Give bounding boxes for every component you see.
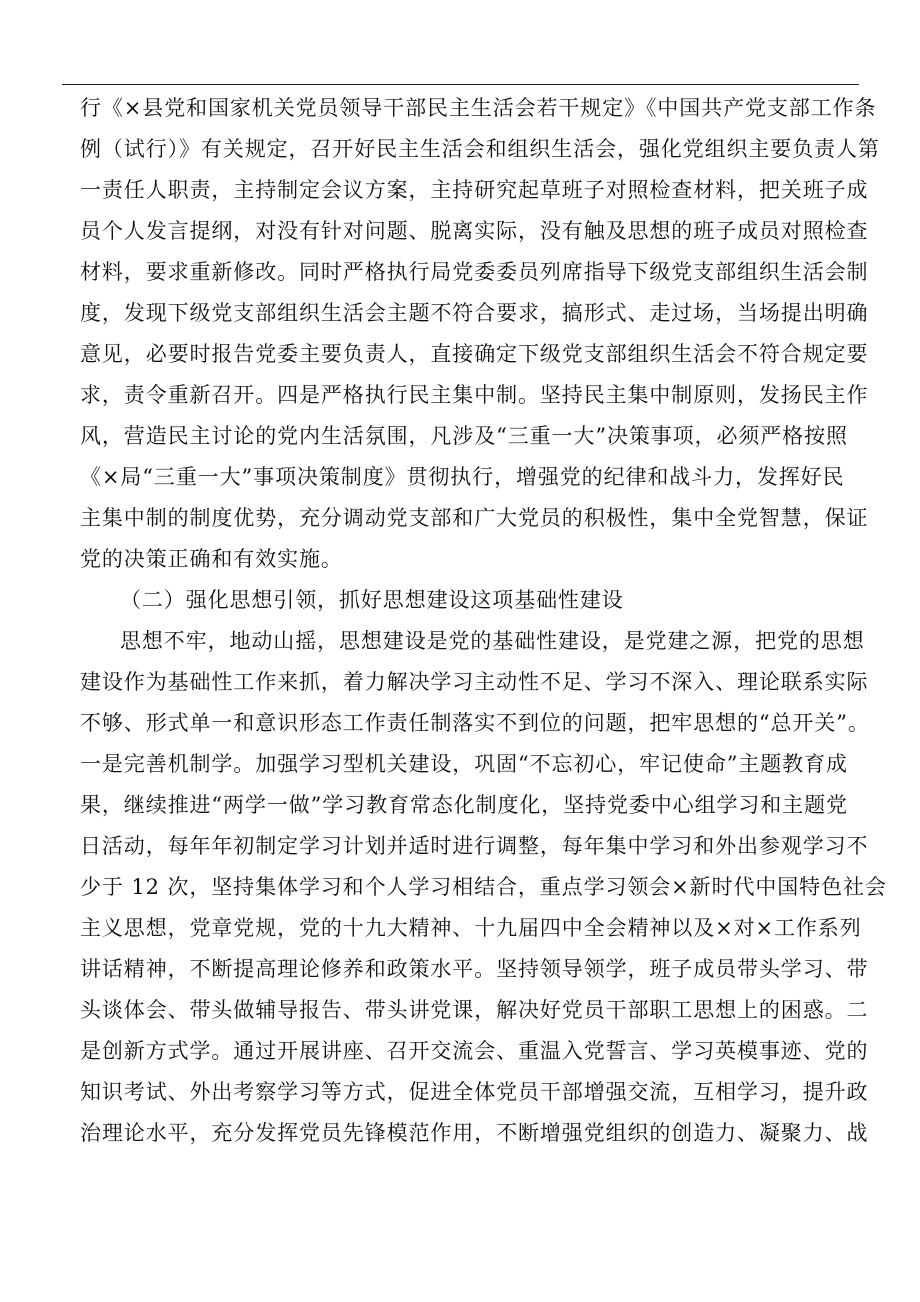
text-line: 知识考试、外出考察学习等方式，促进全体党员干部增强交流，互相学习，提升政 bbox=[80, 1080, 869, 1104]
text-line: 意见，必要时报告党委主要负责人，直接确定下级党支部组织生活会不符合规定要 bbox=[80, 342, 869, 366]
text-line: 一责任人职责，主持制定会议方案，主持研究起草班子对照检查材料，把关班子成 bbox=[80, 178, 869, 202]
text-line: 少于 12 次，坚持集体学习和个人学习相结合，重点学习领会×新时代中国特色社会 bbox=[80, 875, 887, 899]
text-line: 主集中制的制度优势，充分调动党支部和广大党员的积极性，集中全党智慧，保证 bbox=[80, 506, 869, 530]
text-line: 一是完善机制学。加强学习型机关建设，巩固“不忘初心，牢记使命”主题教育成 bbox=[80, 752, 848, 776]
header-divider bbox=[62, 84, 859, 85]
text-line: 求，责令重新召开。四是严格执行民主集中制。坚持民主集中制原则，发扬民主作 bbox=[80, 383, 869, 407]
text-line: 日活动，每年年初制定学习计划并适时进行调整，每年集中学习和外出参观学习不 bbox=[80, 834, 869, 858]
text-line: 度，发现下级党支部组织生活会主题不符合要求，搞形式、走过场，当场提出明确 bbox=[80, 301, 869, 325]
text-line: 思想不牢，地动山摇，思想建设是党的基础性建设，是党建之源，把党的思想 bbox=[120, 629, 865, 653]
text-line: 行《×县党和国家机关党员领导干部民主生活会若干规定》《中国共产党支部工作条 bbox=[80, 96, 877, 120]
text-line: 讲话精神，不断提高理论修养和政策水平。坚持领导领学，班子成员带头学习、带 bbox=[80, 957, 869, 981]
text-line: 果，继续推进“两学一做”学习教育常态化制度化，坚持党委中心组学习和主题党 bbox=[80, 793, 848, 817]
text-line: 治理论水平，充分发挥党员先锋模范作用，不断增强党组织的创造力、凝聚力、战 bbox=[80, 1121, 869, 1145]
text-line: 材料，要求重新修改。同时严格执行局党委委员列席指导下级党支部组织生活会制 bbox=[80, 260, 869, 284]
text-line: 是创新方式学。通过开展讲座、召开交流会、重温入党誓言、学习英模事迹、党的 bbox=[80, 1039, 869, 1063]
text-line: 建设作为基础性工作来抓，着力解决学习主动性不足、学习不深入、理论联系实际 bbox=[80, 670, 869, 694]
text-line: 例（试行）》有关规定，召开好民主生活会和组织生活会，强化党组织主要负责人第 bbox=[80, 137, 880, 161]
text-line: 头谈体会、带头做辅导报告、带头讲党课，解决好党员干部职工思想上的困惑。二 bbox=[80, 998, 869, 1022]
text-line: 风，营造民主讨论的党内生活氛围，凡涉及“三重一大”决策事项，必须严格按照 bbox=[80, 424, 848, 448]
text-line: 《×局“三重一大”事项决策制度》贯彻执行，增强党的纪律和战斗力，发挥好民 bbox=[80, 465, 845, 489]
text-line: 党的决策正确和有效实施。 bbox=[80, 547, 343, 571]
document-body bbox=[80, 88, 887, 1154]
text-line: 员个人发言提纲，对没有针对问题、脱离实际，没有触及思想的班子成员对照检查 bbox=[80, 219, 869, 243]
section-heading: （二）强化思想引领，抓好思想建设这项基础性建设 bbox=[120, 588, 624, 612]
text-line: 主义思想，党章党规，党的十九大精神、十九届四中全会精神以及×对×工作系列 bbox=[80, 916, 862, 940]
text-line: 不够、形式单一和意识形态工作责任制落实不到位的问题，把牢思想的“总开关”。 bbox=[80, 711, 870, 735]
